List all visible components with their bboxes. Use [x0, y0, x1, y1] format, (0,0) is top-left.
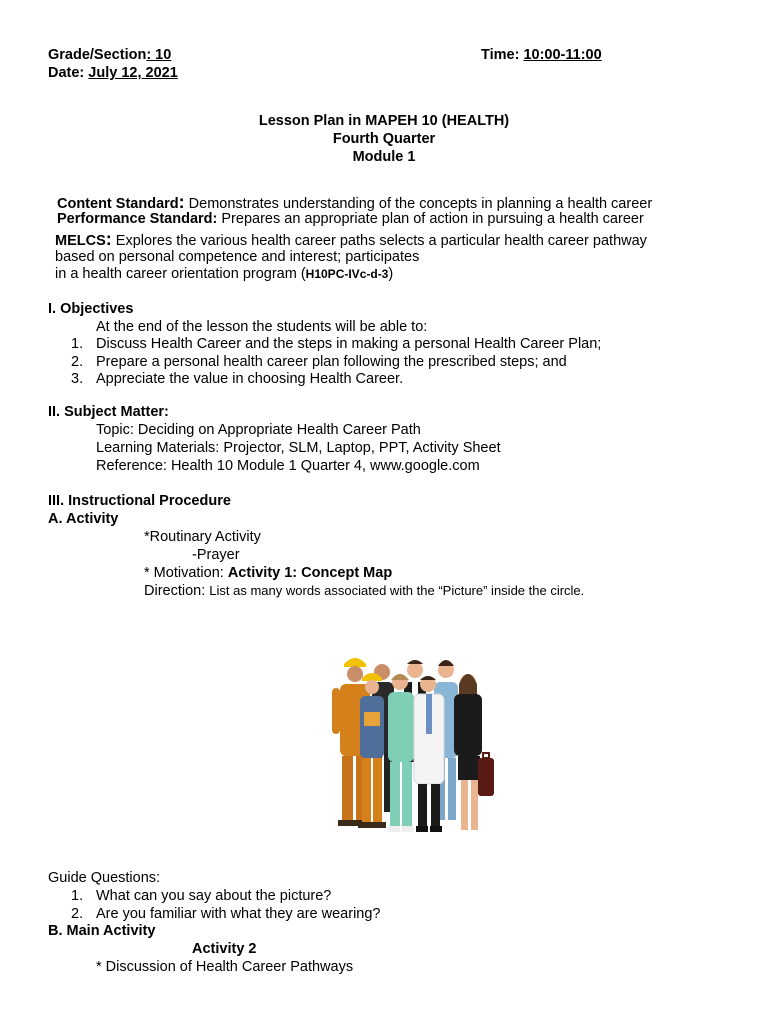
melcs-colon: :	[105, 229, 112, 249]
melcs-line-3	[55, 265, 393, 283]
date	[48, 64, 178, 82]
direction-label: Direction:	[144, 583, 210, 599]
main-activity-heading: B. Main Activity	[48, 923, 156, 939]
objective-num: 2.	[71, 354, 84, 370]
melcs	[55, 230, 647, 250]
worker-figure	[388, 674, 414, 832]
guide-question-num: 2.	[71, 906, 84, 922]
content-standard-label: Content Standard	[57, 196, 179, 212]
learning-materials: Learning Materials: Projector, SLM, Laptop, PPT, Activity Sheet	[96, 440, 501, 456]
grade-section	[48, 46, 171, 64]
topic: Topic: Deciding on Appropriate Health Career Path	[96, 422, 421, 438]
performance-standard-text: Prepares an appropriate plan of action in pursuing a health career	[217, 211, 644, 227]
activity-2-heading: Activity 2	[192, 941, 257, 957]
module-title: Module 1	[352, 149, 416, 165]
time-label: Time:	[481, 47, 524, 63]
objective-num: 1.	[71, 336, 84, 352]
date-value: July 12, 2021	[88, 65, 178, 81]
performance-standard-label: Performance Standard:	[57, 211, 218, 227]
time-value: 10:00-11:00	[523, 47, 602, 63]
subject-matter-heading: II. Subject Matter:	[48, 404, 169, 420]
guide-question: What can you say about the picture?	[96, 888, 332, 904]
motivation-label: * Motivation:	[144, 565, 228, 581]
quarter-title: Fourth Quarter	[332, 131, 436, 147]
objective-item: Prepare a personal health career plan following the prescribed steps; and	[96, 354, 567, 370]
content-standard-text: Demonstrates understanding of the concepts in planning a health career	[184, 196, 653, 212]
discussion-item: * Discussion of Health Career Pathways	[96, 959, 354, 975]
objectives-intro: At the end of the lesson the students will be able to:	[96, 319, 428, 335]
melcs-code: H10PC-IVc-d-3	[305, 267, 389, 281]
procedure-heading: III. Instructional Procedure	[48, 493, 231, 509]
time	[481, 46, 602, 64]
guide-questions-heading: Guide Questions:	[48, 870, 161, 886]
objective-item: Appreciate the value in choosing Health Career.	[96, 371, 404, 387]
melcs-text-1: Explores the various health career paths selects a particular health career pathway	[111, 233, 647, 249]
activity-heading: A. Activity	[48, 511, 119, 527]
health-workers-picture	[322, 652, 498, 840]
routinary-activity: *Routinary Activity	[144, 529, 261, 545]
worker-figure	[414, 676, 444, 832]
objectives-heading: I. Objectives	[48, 301, 134, 317]
motivation	[144, 564, 392, 582]
grade-value: : 10	[146, 47, 172, 63]
objective-num: 3.	[71, 371, 84, 387]
worker-figure	[454, 674, 494, 830]
guide-question-num: 1.	[71, 888, 84, 904]
performance-standard	[57, 210, 644, 228]
reference: Reference: Health 10 Module 1 Quarter 4, www.google.com	[96, 458, 480, 474]
content-standard-colon: :	[178, 192, 185, 212]
melcs-label: MELCS	[55, 233, 106, 249]
prayer: -Prayer	[192, 547, 240, 563]
objective-item: Discuss Health Career and the steps in making a personal Health Career Plan;	[96, 336, 602, 352]
melcs-text-2: based on personal competence and interest; participates	[55, 249, 420, 265]
melcs-close: )	[388, 266, 394, 282]
date-label: Date:	[48, 65, 89, 81]
melcs-text-3: in a health career orientation program (	[55, 266, 306, 282]
guide-question: Are you familiar with what they are wearing?	[96, 906, 381, 922]
motivation-activity: Activity 1: Concept Map	[227, 565, 393, 581]
direction	[144, 582, 584, 600]
direction-text: List as many words associated with the “Picture” inside the circle.	[209, 583, 585, 598]
lesson-title: Lesson Plan in MAPEH 10 (HEALTH)	[258, 113, 510, 129]
grade-label: Grade/Section	[48, 47, 147, 63]
